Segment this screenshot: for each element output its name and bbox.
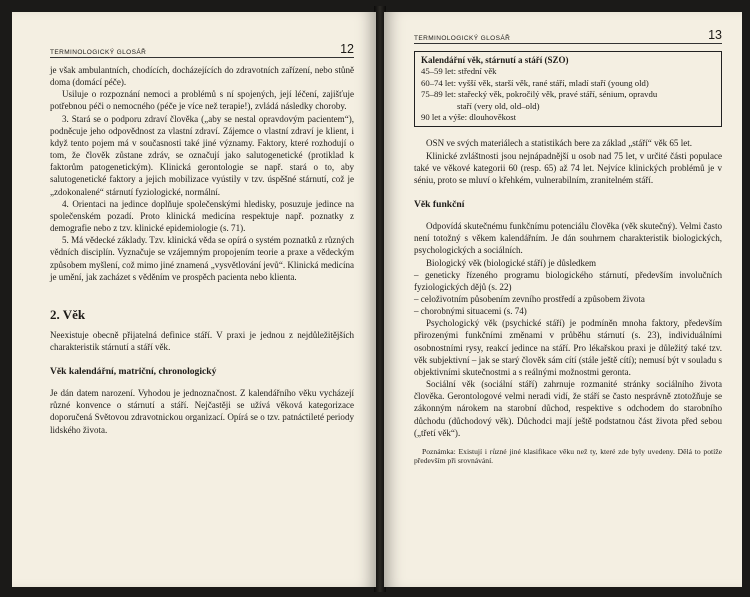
box-row: 45–59 let: střední věk xyxy=(421,66,497,77)
list-item: – celoživotním působením zevního prostředí a způsobem života xyxy=(414,294,645,304)
page-number: 13 xyxy=(708,28,722,42)
paragraph: 3. Stará se o podporu zdraví člověka („aby se nestal opravdovým pacientem“), podněcuje jeho odpovědnost za vlastní zdraví. Zájemce o vlastní zdraví je klient, i když tento pojem má v současnosti také jiné významy. Faktory, které rozhodují o tom, že člověk zůstane zdráv, se označují jako salutogenetické (protiklad k faktorům patogenetickým). Klinická gerontologie se např. stará o to, aby salutogenetické faktory a jejich mobilizace vyústily v tzv. úspěšné stárnutí, což je „zdokonalené“ stárnutí fyziologické, normální. xyxy=(50,113,354,197)
paragraph: Usiluje o rozpoznání nemoci a problémů s ní spojených, její léčení, zajišťuje potřebnou péči o nemocného (péče je více než terapie!), zvládá následky choroby. xyxy=(50,89,354,112)
psychological-age: Psychologický věk (psychické stáří) je podmíněn mnoha faktory, především přirozenými funkčními změnami v průběhu stárnutí (s. 23), individuálními osobnostními rysy, reakcí jedince na stáří. Pro lékařskou praxi je důležitý také tzv. věk subjektivní – jak se starý člověk sám cítí (stále ještě cítí); nemusí být v souladu s objektivními skutečnostmi a s reálnými možnostmi geronta. xyxy=(414,318,722,377)
age-category-box xyxy=(414,51,722,127)
paragraph: 5. Má vědecké základy. Tzv. klinická věda se opírá o systém poznatků z různých vědních disciplín. Vyznačuje se vzájemným propojením teorie a praxe a vědeckým způsobem myšlení, což mimo jiné znamená „vysvětlování jevů“. Klinická medicína je umění, jak zacházet s věděním ve prospěch pacienta nebo klienta. xyxy=(50,235,354,282)
section-heading: Věk funkční xyxy=(414,199,465,211)
box-title: Kalendářní věk, stárnutí a stáří (SZO) xyxy=(421,55,569,65)
social-age: Sociální věk (sociální stáří) zahrnuje rozmanité stránky sociálního života člověka. Gerontologové velmi neradi vidí, že stáří se často nesprávně ztotožňuje se zákonným nárokem na starobní důchod, respektive s odchodem do starobního důchodu (důchodový věk). Důchodci mají ještě podstatnou část života před sebou („třetí věk“). xyxy=(414,379,722,438)
running-head-title: TERMINOLOGICKÝ GLOSÁŘ xyxy=(414,35,511,42)
list-item: – geneticky řízeného programu biologického stárnutí, především involučních fyziologických dějů (s. 22) xyxy=(414,269,722,292)
list-item: – chorobnými situacemi (s. 74) xyxy=(414,306,527,317)
paragraph: OSN ve svých materiálech a statistikách bere za základ „stáří“ věk 65 let. xyxy=(426,138,693,149)
paragraph: 4. Orientaci na jedince doplňuje společenskými hledisky, posuzuje jedince na společenském pozadí. Proto klinická medicína respektuje např. poznatky z demografie nebo z tzv. klinické epidemiologie (s. 71). xyxy=(50,198,354,234)
functional-intro: Odpovídá skutečnému funkčnímu potenciálu člověka (věk skutečný). Velmi často není totožný s věkem kalendářním. Je dán souhrnem charakteristik biologických, psychologických a sociálních. xyxy=(414,221,722,256)
box-row: 90 let a výše: dlouhověkost xyxy=(421,112,517,123)
page-number: 12 xyxy=(340,42,354,56)
biological-age: Biologický věk (biologické stáří) je důsledkem xyxy=(426,257,597,268)
section-text: Je dán datem narození. Vyhodou je jednoznačnost. Z kalendářního věku vycházejí různé konvence o stárnutí a stáří. Nejčastěji se užívá věková kategorizace doporučená Světovou zdravotnickou organizací. Opírá se o tzv. patnáctileté periody lidského života. xyxy=(50,388,354,435)
paragraph: je však ambulantních, chodících, docházejících do zdravotních zařízení, nebo stůně doma (domácí péče). xyxy=(50,65,354,88)
box-row: staří (very old, old–old) xyxy=(457,100,540,111)
chapter-intro: Neexistuje obecně přijatelná definice stáří. V praxi je jednou z nejdůležitějších charakteristik stárnutí a stáří věk. xyxy=(50,329,354,352)
box-row: 75–89 let: stařecký věk, pokročilý věk, pravé stáří, sénium, opravdu xyxy=(421,89,658,100)
paragraph: Klinické zvláštnosti jsou nejnápadnější u osob nad 75 let, v určité části populace také ve věkové kategorii 60 (resp. 65) až 74 let. Nejvíce klinických problémů je v séniu, proto se mluví o křehkém, vulnerabilním, zranitelném stáří. xyxy=(414,150,722,185)
footnote: Poznámka: Existují i různé jiné klasifikace věku než ty, které zde byly uvedeny. Dělá to potíže především při srovnávání. xyxy=(414,446,722,466)
section-heading: Věk kalendářní, matriční, chronologický xyxy=(50,366,217,378)
left-page xyxy=(12,12,376,587)
right-page xyxy=(384,12,742,587)
running-head-left xyxy=(50,42,354,58)
running-head-right xyxy=(414,28,722,44)
chapter-heading: 2. Věk xyxy=(50,306,86,322)
box-row: 60–74 let: vyšší věk, starší věk, rané stáří, mladí staří (young old) xyxy=(421,77,649,88)
running-head-title: TERMINOLOGICKÝ GLOSÁŘ xyxy=(50,49,147,56)
